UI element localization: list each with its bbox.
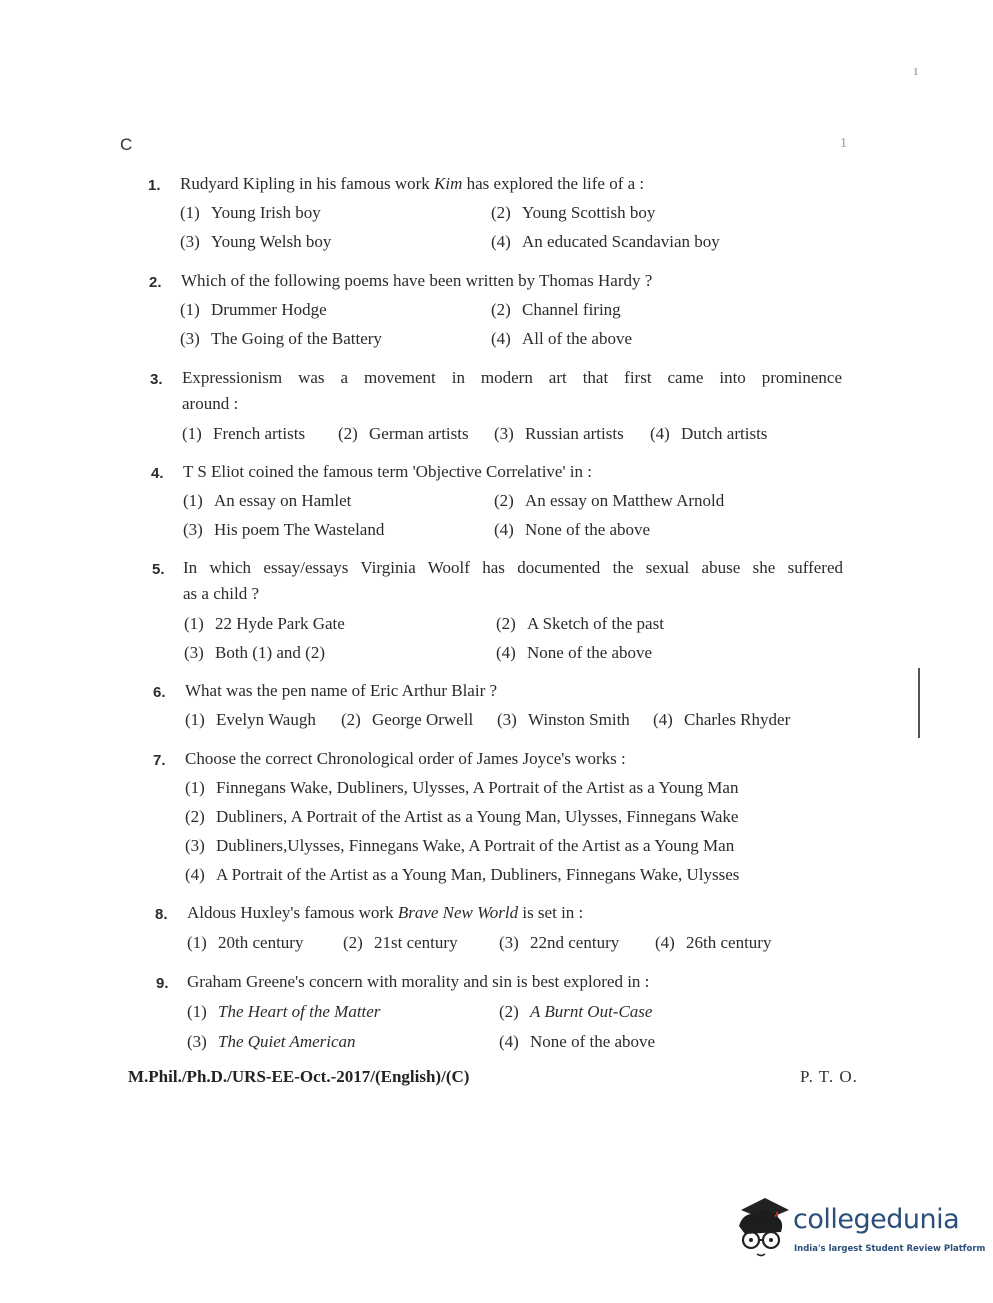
option-text: Both (1) and (2): [215, 643, 326, 662]
option-number: (4): [491, 232, 511, 251]
option-number: (3): [497, 710, 517, 729]
option-text: None of the above: [525, 520, 651, 539]
option-text: Drummer Hodge: [211, 300, 327, 319]
option-number: (1): [180, 203, 200, 222]
option-number: (4): [185, 865, 205, 884]
option-number: (2): [494, 491, 514, 510]
question-text: Choose the correct Chronological order of James Joyce's works :: [185, 749, 626, 768]
option-number: (3): [187, 1032, 207, 1051]
option-text: A Portrait of the Artist as a Young Man, Dubliners, Finnegans Wake, Ulysses: [216, 865, 740, 884]
question-text: Aldous Huxley's famous work Brave New World is set in :: [187, 903, 584, 922]
option-text: An educated Scandavian boy: [522, 232, 720, 251]
option-text: The Quiet American: [218, 1032, 356, 1051]
option-text: None of the above: [527, 643, 653, 662]
option-text: None of the above: [530, 1032, 656, 1051]
question-text: Rudyard Kipling in his famous work Kim has explored the life of a :: [180, 174, 645, 193]
option-1-1: [180, 198, 321, 227]
option-text: Finnegans Wake, Dubliners, Ulysses, A Portrait of the Artist as a Young Man: [216, 778, 739, 797]
option-number: (3): [499, 933, 519, 952]
option-8-3: [499, 928, 619, 957]
option-text: All of the above: [522, 329, 632, 348]
option-9-2: [499, 997, 652, 1026]
option-number: (3): [183, 520, 203, 539]
question-text: Graham Greene's concern with morality and sin is best explored in :: [187, 972, 650, 991]
option-text: Dutch artists: [681, 424, 768, 443]
margin-line: [918, 668, 920, 738]
question-number: 4.: [151, 465, 164, 482]
pto-label: P. T. O.: [800, 1067, 858, 1086]
option-2-1: [180, 295, 327, 324]
option-text: German artists: [369, 424, 469, 443]
option-text: Evelyn Waugh: [216, 710, 316, 729]
option-5-3: [184, 638, 325, 667]
option-9-3: [187, 1027, 356, 1056]
work-title: Brave New World: [397, 903, 519, 922]
option-6-3: [497, 705, 630, 734]
option-number: (2): [491, 300, 511, 319]
option-number: (2): [338, 424, 358, 443]
option-2-3: [180, 324, 382, 353]
option-2-4: [491, 324, 632, 353]
option-4-4: [494, 515, 650, 544]
option-number: (1): [184, 614, 204, 633]
option-number: (3): [185, 836, 205, 855]
option-number: (2): [185, 807, 205, 826]
option-text: A Burnt Out-Case: [530, 1002, 653, 1021]
question-text-continued: around :: [182, 394, 239, 413]
collegedunia-logo: [735, 1196, 986, 1266]
work-title: Kim: [434, 174, 463, 193]
option-text: His poem The Wasteland: [214, 520, 385, 539]
option-number: (4): [496, 643, 516, 662]
question-number: 3.: [150, 371, 163, 388]
brand-tagline: India's largest Student Review Platform: [794, 1244, 986, 1254]
option-number: (4): [653, 710, 673, 729]
option-4-2: [494, 486, 724, 515]
option-text: The Going of the Battery: [211, 329, 382, 348]
option-text: French artists: [213, 424, 306, 443]
option-text: 26th century: [686, 933, 772, 952]
option-6-1: [185, 705, 316, 734]
question-number: 6.: [153, 684, 166, 701]
option-number: (1): [183, 491, 203, 510]
option-1-2: [491, 198, 655, 227]
question-text: Expressionism was a movement in modern art that first came into prominence: [182, 368, 842, 387]
option-number: (2): [499, 1002, 519, 1021]
option-number: (4): [655, 933, 675, 952]
option-text: Young Scottish boy: [522, 203, 656, 222]
mascot-icon: [735, 1196, 793, 1258]
option-6-4: [653, 705, 790, 734]
option-number: (3): [184, 643, 204, 662]
option-7-3: [185, 831, 734, 860]
option-number: (2): [491, 203, 511, 222]
question-text-continued: as a child ?: [183, 584, 259, 603]
option-3-1: [182, 419, 305, 448]
question-text: What was the pen name of Eric Arthur Blair ?: [185, 681, 498, 700]
option-8-2: [343, 928, 458, 957]
page-number: 1: [913, 66, 919, 78]
option-text: Channel firing: [522, 300, 621, 319]
option-1-3: [180, 227, 331, 256]
brand-name: collegedunia: [793, 1204, 960, 1235]
option-number: (4): [494, 520, 514, 539]
question-number: 2.: [149, 274, 162, 291]
option-1-4: [491, 227, 720, 256]
question-number: 9.: [156, 975, 169, 992]
question-number: 8.: [155, 906, 168, 923]
option-number: (2): [341, 710, 361, 729]
option-5-1: [184, 609, 345, 638]
option-number: (3): [180, 232, 200, 251]
option-text: 21st century: [374, 933, 458, 952]
option-number: (1): [185, 710, 205, 729]
option-number: (1): [185, 778, 205, 797]
option-5-4: [496, 638, 652, 667]
option-number: (4): [491, 329, 511, 348]
option-text: The Heart of the Matter: [218, 1002, 381, 1021]
question-text: Which of the following poems have been written by Thomas Hardy ?: [181, 271, 653, 290]
option-text: Young Welsh boy: [211, 232, 332, 251]
option-text: A Sketch of the past: [527, 614, 664, 633]
option-7-1: [185, 773, 738, 802]
option-text: 22nd century: [530, 933, 620, 952]
question-number: 7.: [153, 752, 166, 769]
option-text: 22 Hyde Park Gate: [215, 614, 345, 633]
option-7-2: [185, 802, 738, 831]
question-text: In which essay/essays Virginia Woolf has documented the sexual abuse she suffered: [183, 558, 843, 577]
option-9-1: [187, 997, 380, 1026]
option-text: Winston Smith: [528, 710, 630, 729]
series-label: C: [120, 135, 133, 154]
option-7-4: [185, 860, 739, 889]
option-number: (4): [499, 1032, 519, 1051]
option-text: An essay on Matthew Arnold: [525, 491, 725, 510]
option-number: (1): [187, 1002, 207, 1021]
question-number: 5.: [152, 561, 165, 578]
question-text: T S Eliot coined the famous term 'Objective Correlative' in :: [183, 462, 592, 481]
option-number: (3): [494, 424, 514, 443]
option-number: (1): [180, 300, 200, 319]
option-text: George Orwell: [372, 710, 474, 729]
option-3-4: [650, 419, 767, 448]
option-3-2: [338, 419, 469, 448]
option-3-3: [494, 419, 624, 448]
option-text: Dubliners,Ulysses, Finnegans Wake, A Portrait of the Artist as a Young Man: [216, 836, 735, 855]
option-text: 20th century: [218, 933, 304, 952]
option-6-2: [341, 705, 473, 734]
option-2-2: [491, 295, 621, 324]
option-number: (2): [343, 933, 363, 952]
page-marker: 1: [840, 136, 847, 151]
option-5-2: [496, 609, 664, 638]
option-number: (1): [182, 424, 202, 443]
option-number: (3): [180, 329, 200, 348]
option-4-1: [183, 486, 351, 515]
option-8-4: [655, 928, 771, 957]
option-number: (2): [496, 614, 516, 633]
option-text: Charles Rhyder: [684, 710, 791, 729]
paper-code: M.Phil./Ph.D./URS-EE-Oct.-2017/(English)/(C): [128, 1067, 470, 1086]
option-8-1: [187, 928, 303, 957]
option-text: Young Irish boy: [211, 203, 321, 222]
option-text: Russian artists: [525, 424, 624, 443]
option-number: (1): [187, 933, 207, 952]
question-number: 1.: [148, 177, 161, 194]
option-text: An essay on Hamlet: [214, 491, 352, 510]
option-4-3: [183, 515, 384, 544]
option-number: (4): [650, 424, 670, 443]
option-9-4: [499, 1027, 655, 1056]
option-text: Dubliners, A Portrait of the Artist as a Young Man, Ulysses, Finnegans Wake: [216, 807, 739, 826]
